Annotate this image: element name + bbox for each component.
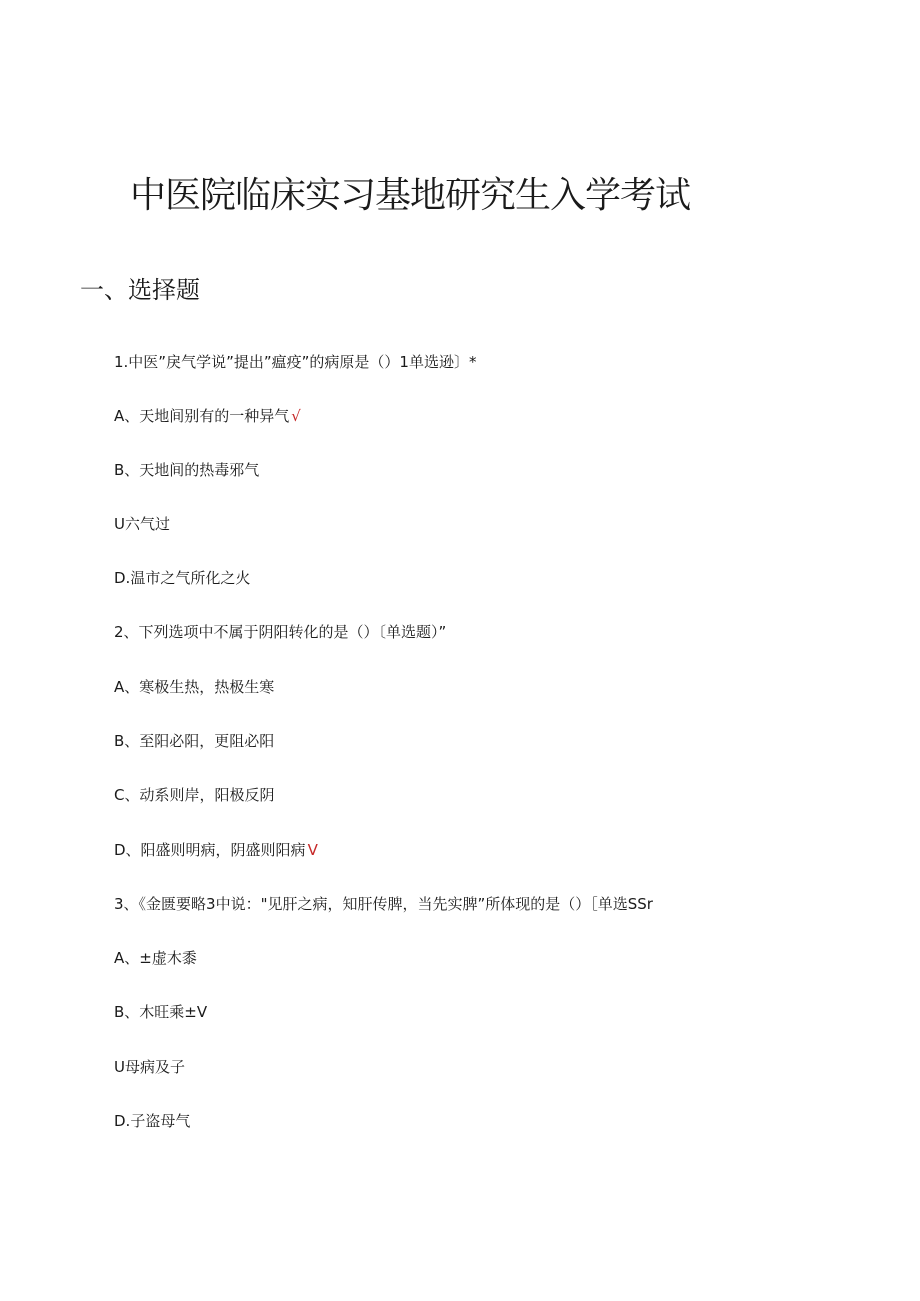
option-2a: A、寒极生热，热极生寒 (114, 678, 275, 696)
option-3d: D.子盗母气 (114, 1112, 191, 1130)
option-3a: A、±虚木黍 (114, 949, 197, 967)
page-title: 中医院临床实习基地研究生入学考试 (129, 175, 690, 216)
option-1b: B、天地间的热毒邪气 (114, 461, 260, 479)
check-mark: V (307, 841, 318, 859)
option-1c: U六气过 (114, 515, 170, 533)
question-3: 3、《金匮要略3中说："见肝之病，知肝传脾，当先实脾”所体现的是（）［单选SSr (114, 895, 653, 913)
question-2: 2、下列选项中不属于阴阳转化的是（）〔单选题）” (114, 623, 447, 641)
check-mark: √ (291, 407, 301, 425)
option-3b: B、木旺乘±V (114, 1003, 208, 1021)
option-2b: B、至阳必阳，更阻必阳 (114, 732, 275, 750)
option-2d: D、阳盛则明病，阴盛则阳病 V (114, 841, 318, 859)
option-1d: D.温市之气所化之火 (114, 569, 251, 587)
option-1a: A、天地间别有的一种异气 √ (114, 407, 301, 425)
section-heading: 一、选择题 (80, 276, 200, 304)
option-3c: U母病及子 (114, 1058, 185, 1076)
question-1: 1.中医”戾气学说”提出”瘟疫”的病原是（）1单选逊〕* (114, 353, 477, 371)
option-2c: C、动系则岸，阳极反阴 (114, 786, 275, 804)
